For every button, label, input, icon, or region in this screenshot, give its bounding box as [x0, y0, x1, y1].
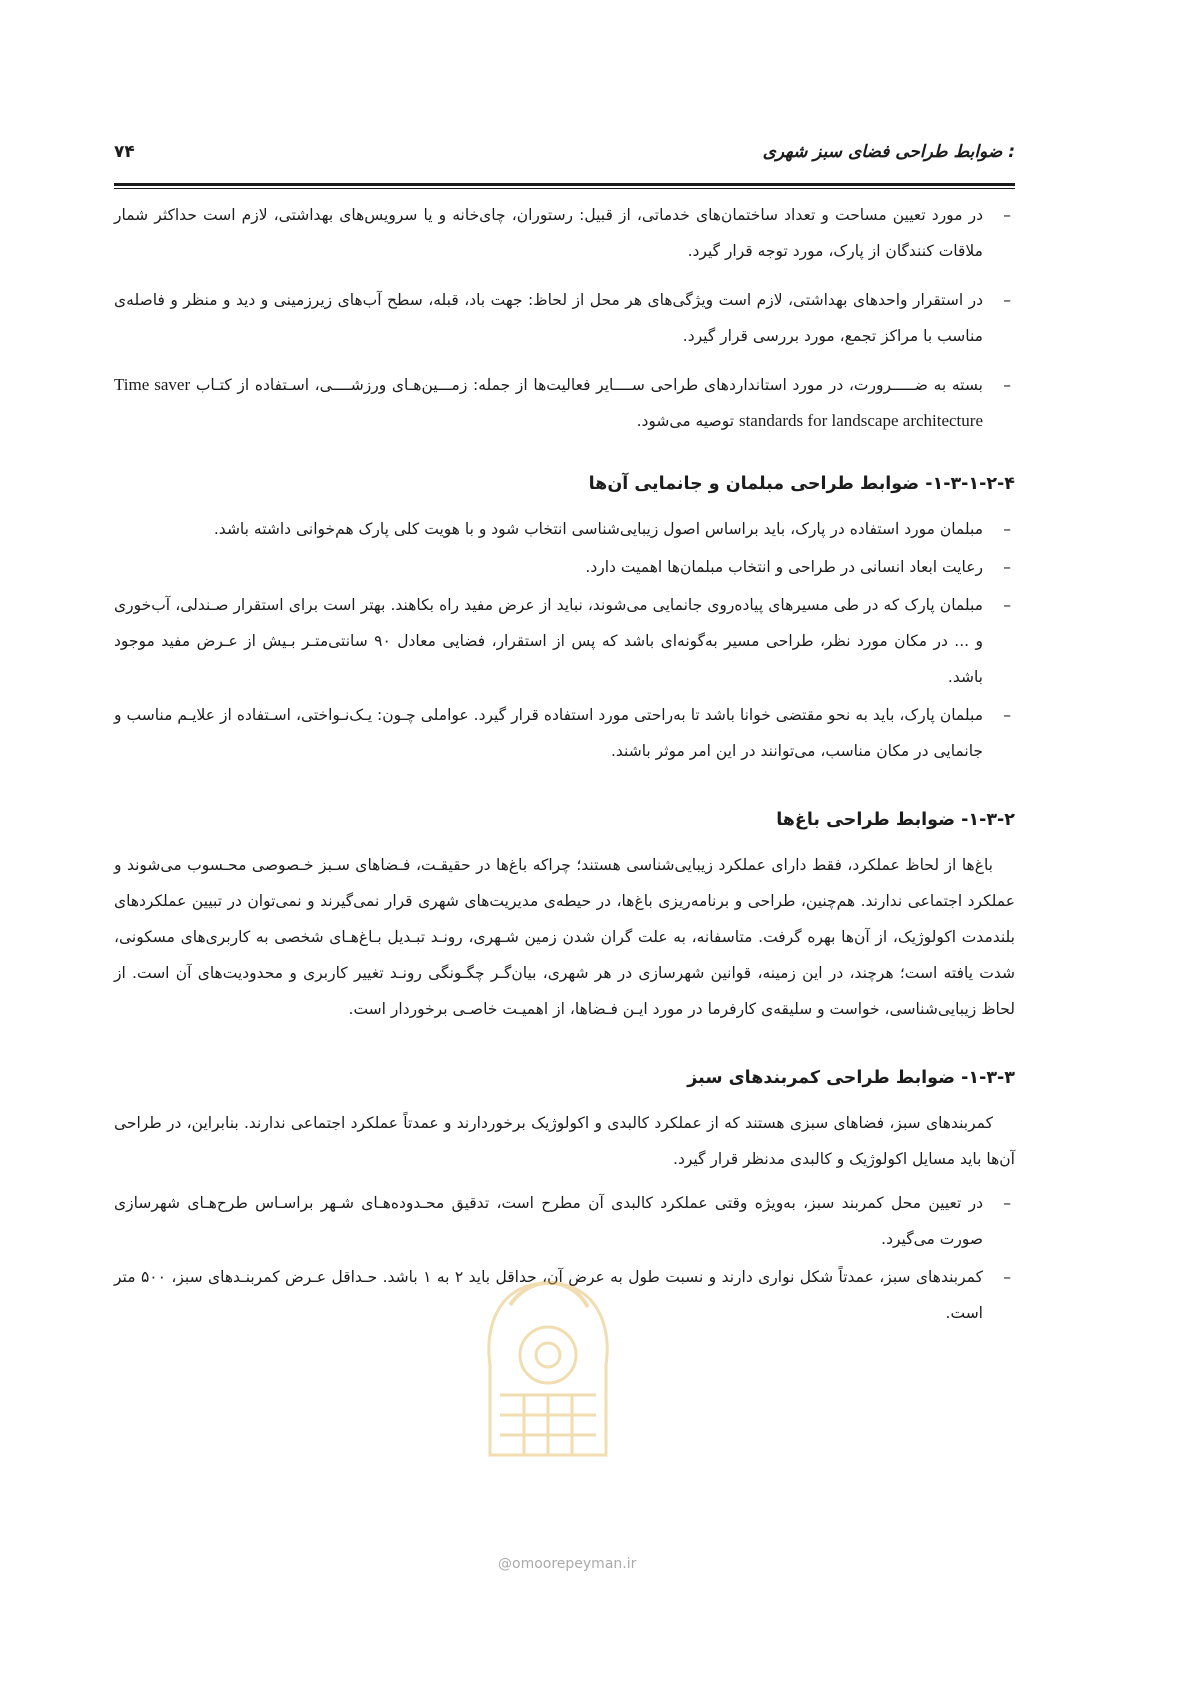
dash-bullet-icon: – — [1003, 520, 1011, 538]
list-item — [114, 697, 1015, 769]
section-heading-greenbelts: ۱-۳-۳- ضوابط طراحی کمربندهای سبز — [687, 1068, 1015, 1088]
list-item — [114, 367, 1015, 439]
list-item-text: رعایت ابعاد انسانی در طراحی و انتخاب مبلمان‌ها اهمیت دارد. — [585, 558, 983, 576]
list-item — [114, 511, 1015, 547]
list-item-text: در استقرار واحدهای بهداشتی، لازم است ویژگی‌های هر محل از لحاظ: جهت باد، قبله، سطح آب‌های زیرزمینی و دید و منظر و فاصله‌ی مناسب با مراکز تجمع، مورد بررسی قرار گیرد. — [114, 291, 983, 345]
section-heading-furniture: ۱-۳-۱-۲-۴- ضوابط طراحی مبلمان و جانمایی آن‌ها — [588, 474, 1015, 494]
dash-bullet-icon: – — [1003, 558, 1011, 576]
list-item — [114, 1259, 1015, 1331]
list-item — [114, 282, 1015, 354]
watermark-url: @omoorepeyman.ir — [498, 1556, 637, 1572]
running-header — [114, 138, 1015, 178]
dash-bullet-icon: – — [1003, 1268, 1011, 1286]
dash-bullet-icon: – — [1003, 1194, 1011, 1212]
list-item — [114, 587, 1015, 695]
paragraph-gardens: باغ‌ها از لحاظ عملکرد، فقط دارای عملکرد زیبایی‌شناسی هستند؛ چراکه باغ‌ها در حقیقـت، فـضاهای سـبز خـصوصی محـسوب می‌شوند و عملکرد اجتماعی ندارند. هم‌چنین، طراحی و برنامه‌ریزی باغ‌ها، در حیطه‌ی مدیریت‌های شهری قرار نمی‌گیرند و نمی‌توان در تبیین عملکردهای بلندمدت اکولوژیک، از آن‌ها بهره گرفت. متاسفانه، به علت گران شدن زمین شـهری، رونـد تبـدیل بـاغ‌هـای شخصی به کاربری‌های مسکونی، شدت یافته است؛ هرچند، در این زمینه، قوانین شهرسازی در هر شهری، بیان‌گـر چگـونگی رونـد تغییر کاربری و محدودیت‌های آن است. از لحاظ زیبایی‌شناسی، خواست و سلیقه‌ی کارفرما در مورد ایـن فـضاها، از اهمیـت خاصـی برخوردار است. — [114, 856, 1015, 1018]
section-heading-gardens: ۱-۳-۲- ضوابط طراحی باغ‌ها — [776, 810, 1015, 830]
main-content — [114, 197, 1015, 1333]
list-item-text: بسته به ضـــــرورت، در مورد استانداردهای طراحی ســــایر فعالیت‌ها از جمله: زمـــین‌هـای ورزشــــی، اسـتفاده از کتـاب — [195, 376, 983, 394]
list-item-text: مبلمان پارک که در طی مسیرهای پیاده‌روی جانمایی می‌شوند، نباید از عرض مفید راه بکاهند. بهتر است برای استقرار صـندلی، آب‌خوری و ... در مکان مورد نظر، طراحی مسیر به‌گونه‌ای باشد که پس از استقرار، فضایی معادل ۹۰ سانتی‌متـر بـیش از عـرض مفید موجود باشد. — [114, 596, 983, 686]
list-item-text: مبلمان مورد استفاده در پارک، باید براساس اصول زیبایی‌شناسی انتخاب شود و با هویت کلی پارک هم‌خوانی داشته باشد. — [213, 520, 983, 538]
list-item-text: در مورد تعیین مساحت و تعداد ساختمان‌های خدماتی، از قبیل: رستوران، چای‌خانه و یا سرویس‌های بهداشتی، لازم است حداکثر شمار ملاقات کنندگان از پارک، مورد توجه قرار گیرد. — [114, 206, 983, 260]
dash-bullet-icon: – — [1003, 706, 1011, 724]
book-title-english: Time saver standards for landscape architecture — [114, 375, 983, 430]
list-item — [114, 549, 1015, 585]
dash-bullet-icon: – — [1003, 291, 1011, 309]
dash-bullet-icon: – — [1003, 206, 1011, 224]
dash-bullet-icon: – — [1003, 596, 1011, 614]
header-title: : ضوابط طراحی فضای سبز شهری — [762, 142, 1015, 162]
list-item — [114, 1185, 1015, 1257]
list-item-text-tail: توصیه می‌شود. — [636, 412, 735, 430]
dash-bullet-icon: – — [1003, 376, 1011, 394]
list-item-text: در تعیین محل کمربند سبز، به‌ویژه وقتی عملکرد کالبدی آن مطرح است، تدقیق محـدوده‌هـای شـهر براسـاس طرح‌هـای شهرسازی صورت می‌گیرد. — [114, 1194, 983, 1248]
header-rule-thin — [114, 188, 1015, 189]
page-number: ۷۴ — [114, 142, 135, 162]
header-rule-thick — [114, 183, 1015, 186]
list-item — [114, 197, 1015, 269]
list-item-text: کمربندهای سبز، عمدتاً شکل نواری دارند و نسبت طول به عرض آن، حداقل باید ۲ به ۱ باشد. حـداقل عـرض کمربنـدهای سبز، ۵۰۰ متر است. — [114, 1268, 983, 1322]
paragraph-greenbelts: کمربندهای سبز، فضاهای سبزی هستند که از عملکرد کالبدی و اکولوژیک برخوردارند و عمدتاً عملکرد اجتماعی ندارند. بنابراین، در طراحی آن‌ها باید مسایل اکولوژیک و کالبدی مدنظر قرار گیرد. — [114, 1114, 1015, 1168]
list-item-text: مبلمان پارک، باید به نحو مقتضی خوانا باشد تا به‌راحتی مورد استفاده قرار گیرد. عواملی چـون: یـک‌نـواختی، اسـتفاده از علایـم مناسب و جانمایی در مکان مناسب، می‌توانند در این امر موثر باشند. — [114, 706, 983, 760]
